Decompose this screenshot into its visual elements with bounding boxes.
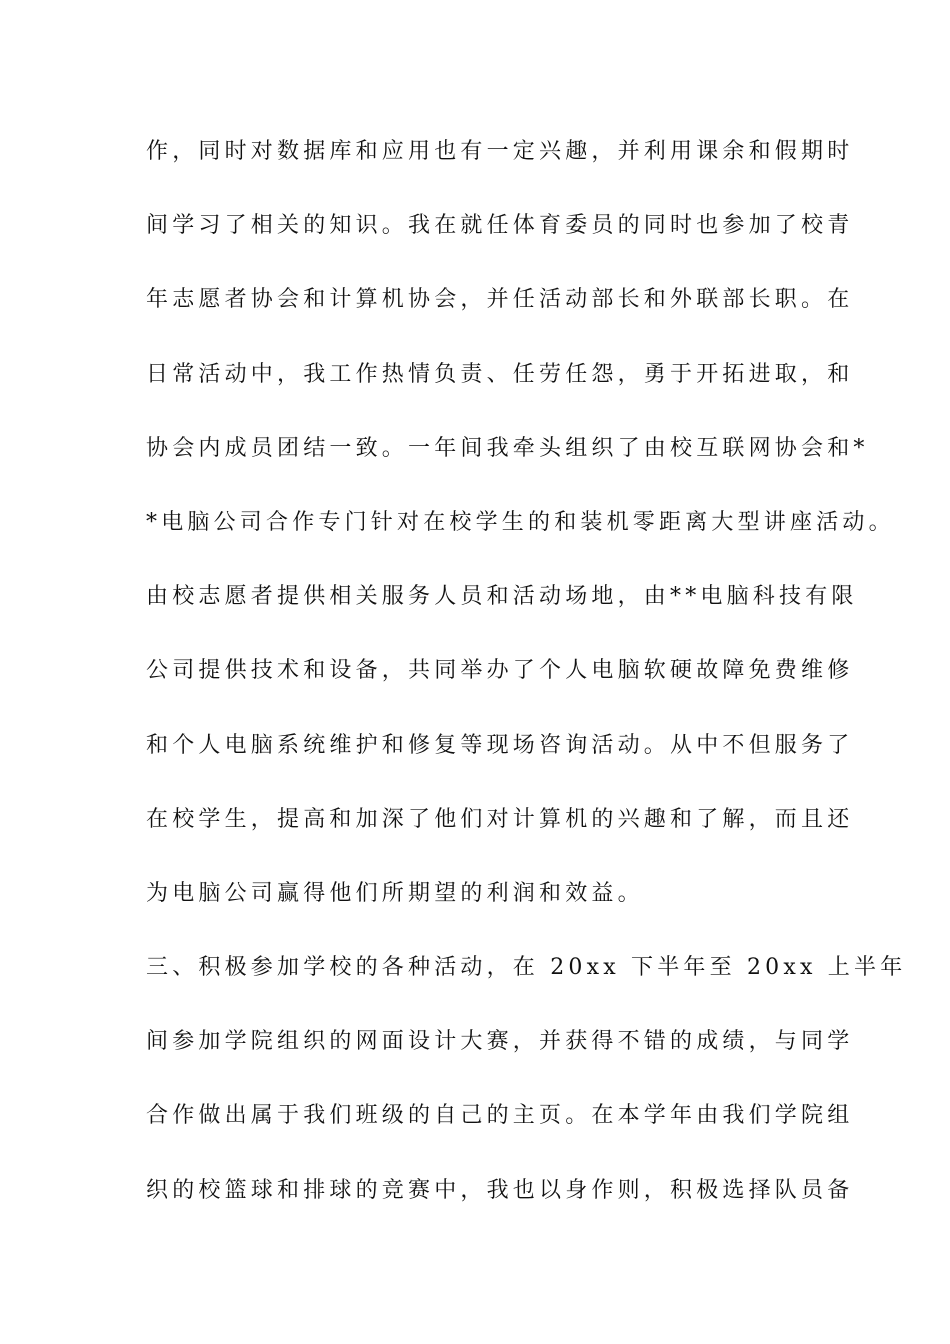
text-line: 日常活动中，我工作热情负责、任劳任怨，勇于开拓进取，和 [146,361,854,387]
text-line: 间参加学院组织的网面设计大赛，并获得不错的成绩，与同学 [146,1029,854,1055]
text-line: 合作做出属于我们班级的自己的主页。在本学年由我们学院组 [146,1103,854,1129]
text-line: *电脑公司合作专门针对在校学生的和装机零距离大型讲座活动。 [146,509,895,535]
text-line: 由校志愿者提供相关服务人员和活动场地，由**电脑科技有限 [146,584,858,610]
text-line: 为电脑公司赢得他们所期望的利润和效益。 [146,880,644,906]
body-text [146,130,907,1243]
text-line: 作，同时对数据库和应用也有一定兴趣，并利用课余和假期时 [146,139,854,164]
section-heading-line: 三、积极参加学校的各种活动，在 20xx 下半年至 20xx 上半年 [146,955,907,981]
text-line: 协会内成员团结一致。一年间我牵头组织了由校互联网协会和* [146,435,869,461]
text-line: 织的校篮球和排球的竞赛中，我也以身作则，积极选择队员备 [146,1177,854,1203]
text-line: 公司提供技术和设备，共同举办了个人电脑软硬故障免费维修 [146,658,854,684]
text-line: 年志愿者协会和计算机协会，并任活动部长和外联部长职。在 [146,287,854,313]
text-line: 间学习了相关的知识。我在就任体育委员的同时也参加了校青 [146,213,854,239]
text-line: 和个人电脑系统维护和修复等现场咨询活动。从中不但服务了 [146,732,854,758]
text-line: 在校学生，提高和加深了他们对计算机的兴趣和了解，而且还 [146,806,854,832]
